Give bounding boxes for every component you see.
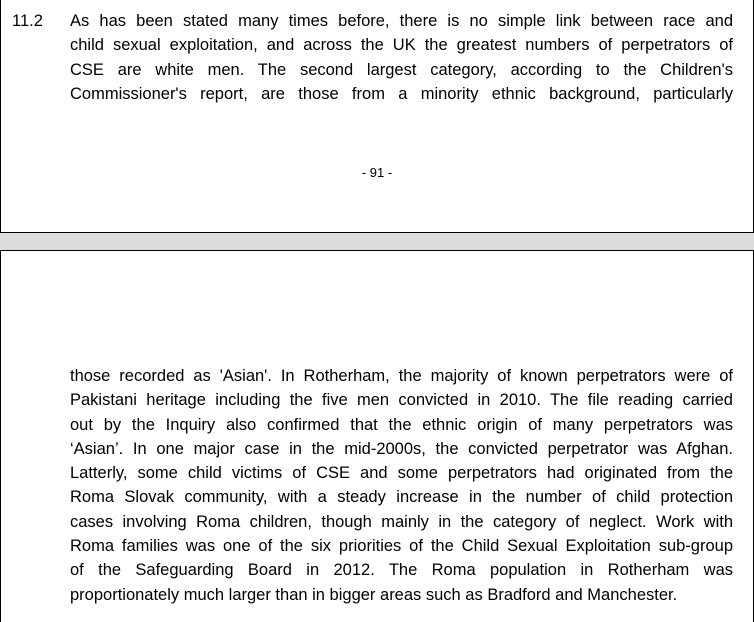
text-line: out by the Inquiry also confirmed that the ethnic origin of many perpetrators was bbox=[70, 415, 733, 434]
text-line: cases involving Roma children, though mainly in the category of neglect. Work with bbox=[70, 512, 733, 531]
text-line: of the Safeguarding Board in 2012. The Roma population in Rotherham was bbox=[70, 561, 733, 580]
page-92 bbox=[0, 250, 754, 622]
text-line: those recorded as 'Asian'. In Rotherham, the majority of known perpetrators were of bbox=[70, 367, 733, 385]
text-line: Roma Slovak community, with a steady increase in the number of child protection bbox=[70, 488, 733, 507]
paragraph-number: 11.2 bbox=[12, 12, 43, 30]
text-line: child sexual exploitation, and across the UK the greatest numbers of perpetrators of bbox=[70, 36, 733, 55]
paragraph-continuation-text bbox=[70, 364, 733, 607]
text-line: Commissioner's report, are those from a minority ethnic background, particularly bbox=[70, 84, 733, 103]
page-separator bbox=[0, 233, 754, 250]
text-line: Pakistani heritage including the five men convicted in 2010. The file reading carried bbox=[70, 391, 733, 410]
text-line: proportionately much larger than in bigger areas such as Bradford and Manchester. bbox=[70, 585, 678, 604]
text-line: ‘Asian’. In one major case in the mid-2000s, the convicted perpetrator was Afghan. bbox=[70, 439, 733, 458]
text-line: Roma families was one of the six priorities of the Child Sexual Exploitation sub-group bbox=[70, 537, 733, 556]
page-91 bbox=[0, 0, 754, 233]
paragraph-11-2-text bbox=[70, 9, 733, 106]
text-line: CSE are white men. The second largest category, according to the Children's bbox=[70, 60, 733, 79]
text-line: As has been stated many times before, there is no simple link between race and bbox=[70, 12, 733, 30]
text-line: Latterly, some child victims of CSE and some perpetrators had originated from the bbox=[70, 464, 733, 483]
page-number: - 91 - bbox=[361, 165, 393, 180]
